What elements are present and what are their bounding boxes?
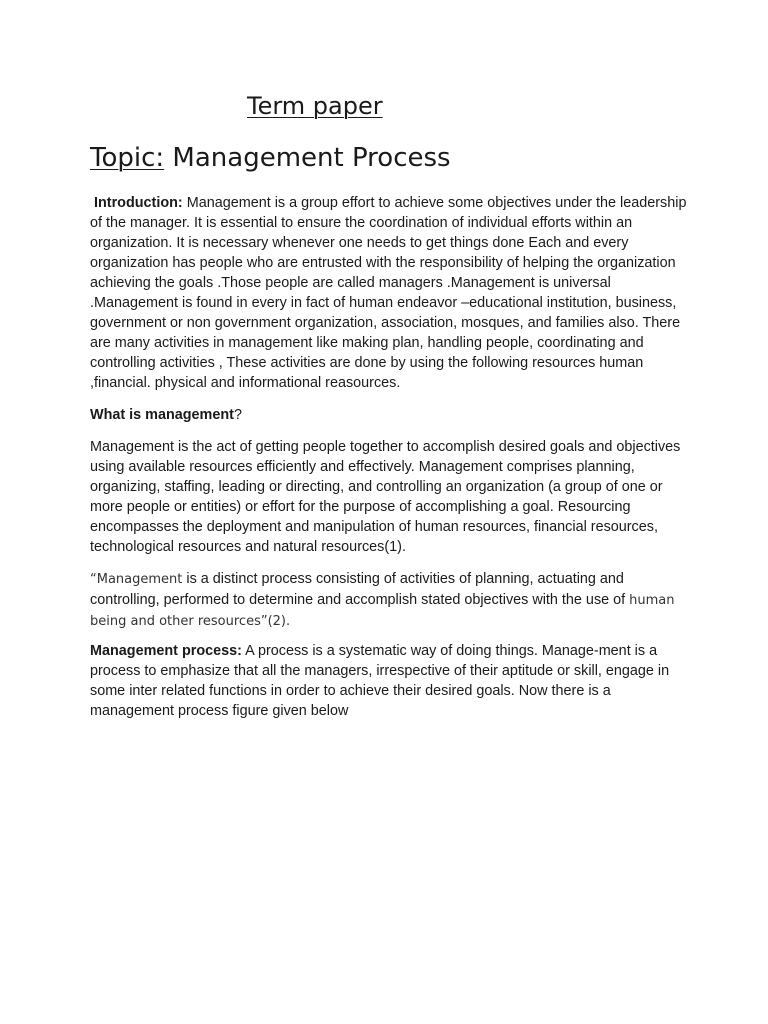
introduction-text: Management is a group effort to achieve some objectives under the leadership of the manager. It is essential to ensure the coordination of individual efforts within an organization. It is necessary whenever one needs to get things done Each and every organization has people who are entrusted with the responsibility of helping the organization achieving the goals .Those people are called managers .Management is universal .Management is found in every in fact of human endeavor –educational institution, business, government or non government organization, association, mosques, and families also. There are many activities in management like making plan, handling people, coordinating and controlling activities , These activities are done by using the following resources human ,financial. physical and informational reasources.	[90, 195, 687, 391]
management-process-text: A process is a systematic way of doing things. Manage-ment is a process to emphasize that all the managers, irrespective of their aptitude or skill, engage in some inter related functions in order to achieve their desired goals. Now there is a management process figure given below	[90, 643, 670, 719]
introduction-paragraph	[90, 193, 690, 393]
what-is-management-heading	[90, 405, 690, 425]
document-title: Term paper	[247, 92, 383, 120]
management-process-heading: Management process:	[90, 643, 242, 659]
introduction-heading: Introduction:	[94, 195, 183, 211]
what-is-management-suffix: ?	[233, 407, 242, 423]
topic-heading	[90, 143, 451, 173]
management-process-paragraph	[90, 641, 690, 721]
definition-quote-close: human being and other resources”(2).	[90, 593, 675, 629]
definition-paragraph-2	[90, 569, 690, 632]
definition-quote-open: “Management	[90, 572, 183, 587]
definition-paragraph-1: Management is the act of getting people together to accomplish desired goals and objectives using available resources efficiently and effectively. Management comprises planning, organizing, staffing, leading or directing, and controlling an organization (a group of one or more people or entities) or effort for the purpose of accomplishing a goal. Resourcing encompasses the deployment and manipulation of human resources, financial resources, technological resources and natural resources(1).	[90, 439, 681, 555]
topic-value: Management Process	[164, 143, 451, 173]
definition-quote-body: is a distinct process consisting of activities of planning, actuating and controlling, performed to determine and accomplish stated objectives with the use of	[90, 571, 630, 608]
topic-label: Topic:	[90, 143, 165, 173]
what-is-management-label: What is management	[90, 407, 234, 423]
